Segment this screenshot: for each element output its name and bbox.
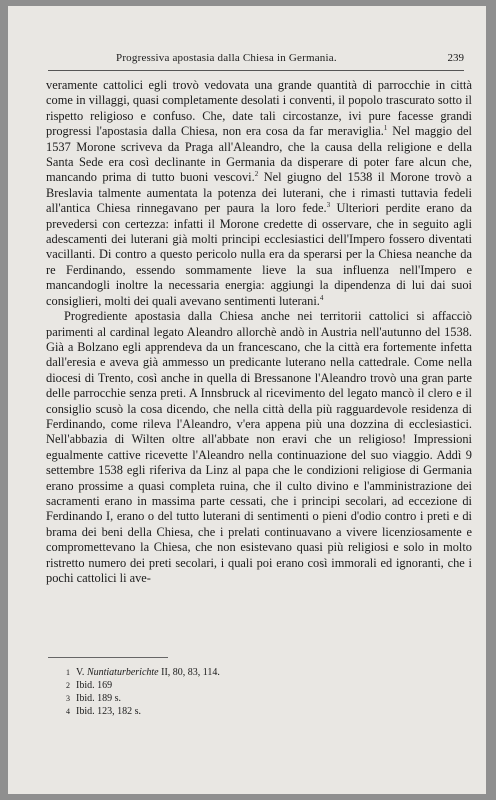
footnote-prefix: V. [76,667,87,678]
paragraph-text: Ulteriori perdite erano da prevedersi con certezza: infatti il Morone credette di osservare, che in seguito agli adescamenti dei luterani già molti principi ecclesiastici dell'Impero fossero diventati vacillanti. Di contro a questo pericolo nulla era da sperarsi per la Chiesa neanche da re Ferdinando, essendo sommamente lieve la sua influenza nell'Impero e mancandogli inoltre la necessaria energia: aggiungi la dipendenza di lui dai suoi consiglieri, molti dei quali avevano sentimenti luterani. [46,201,473,308]
header-rule [48,70,464,71]
footnote-prefix: Ibid. 169 [76,680,113,691]
footnote-text [76,705,141,718]
footnote-text [76,692,121,705]
footnote-number: 1 [66,668,70,677]
footnote-marker: 2 [254,170,259,179]
running-title: Progressiva apostasia dalla Chiesa in Germania. [116,52,337,64]
footnote-title: Nuntiaturberichte [86,667,159,678]
body-text [46,78,472,586]
page-number: 239 [447,52,464,64]
footnote-marker: 3 [326,201,331,210]
footnote-rule [48,657,168,658]
footnote-number: 2 [66,681,70,690]
footnote-text [76,679,112,692]
footnote-number: 3 [66,694,70,703]
running-header [48,52,464,70]
footnote-prefix: Ibid. 123, 182 s. [76,706,141,717]
footnotes [62,666,442,718]
paragraph-text: veramente cattolici egli trovò vedovata una grande quantità di parrocchie in città come in villaggi, quasi completamente desolati i conventi, il popolo trascurato sotto il rispetto religioso e confuso. Che, date tali circostanze, ivi pure facesse grandi progressi l'apostasia dalla Chiesa, non era cosa da far meraviglia. [46,78,472,139]
footnote-number: 4 [66,707,70,716]
footnote-text [76,666,220,679]
paragraph-text: Nel maggio del 1537 Morone scriveva da Praga all'Aleandro, che la causa della religione e della Santa Sede era così declinante in Germania da disperare di poter fare alcun che, mancando prima di tutto buoni vescovi. [46,124,472,185]
footnote-prefix: Ibid. 189 s. [76,693,121,704]
footnote [62,666,442,679]
paragraph-text: Nel giugno del 1538 il Morone trovò a Breslavia talmente aumentata la potenza dei luterani, che i rimasti tuttavia fedeli all'antica Chiesa rinnegavano per paura la loro fede. [46,170,472,216]
footnote-marker: 1 [383,124,388,133]
book-page [8,6,486,794]
footnote-marker: 4 [319,293,324,302]
footnote [62,692,442,705]
footnote [62,679,442,692]
paragraph [46,78,472,309]
paragraph [46,309,472,586]
paragraph-text: Progrediente apostasia dalla Chiesa anche nei territorii cattolici si affacciò parimenti al cardinal legato Aleandro allorchè andò in Austria nell'autunno del 1538. Già a Bolzano egli apprendeva da un francescano, che la città era fortemente infetta dall'eresia e aveva già ammesso un predicante luterano nella cattedrale. Come nella diocesi di Trento, così anche in quella di Bressanone l'Aleandro trovò una gran parte delle parrocchie senza preti. A Innsbruck al ricevimento del legato mancò il clero e il consiglio scusò la cosa dicendo, che nella città della più ragguardevole residenza di Ferdinando, come rileva l'Aleandro, v'era appena più una dozzina di ecclesiastici. Nell'abbazia di Wilten oltre all'abbate non eravi che un religioso! Impressioni egualmente cattive ricevette l'Aleandro nella continuazione del suo viaggio. Addì 9 settembre 1538 egli riferiva da Linz al papa che le condizioni religiose di Germania erano prossime a quasi completa ruina, che il culto divino e l'amministrazione dei sacramenti erano in massima parte cessati, che i principi secolari, ad eccezione di Ferdinando I, erano o del tutto luterani di sentimenti o pieni d'odio contro i preti e di brama dei beni della Chiesa, che i prelati continuavano a vivere licenziosamente e compromettevano la Chiesa, che non esistevano quasi più religiosi e solo in molto ristretto numero dei preti secolari, i quali poi erano così immorali ed ignoranti, che i pochi cattolici li ave- [46,309,472,585]
footnote [62,705,442,718]
footnote-reference: II, 80, 83, 114. [158,667,220,678]
